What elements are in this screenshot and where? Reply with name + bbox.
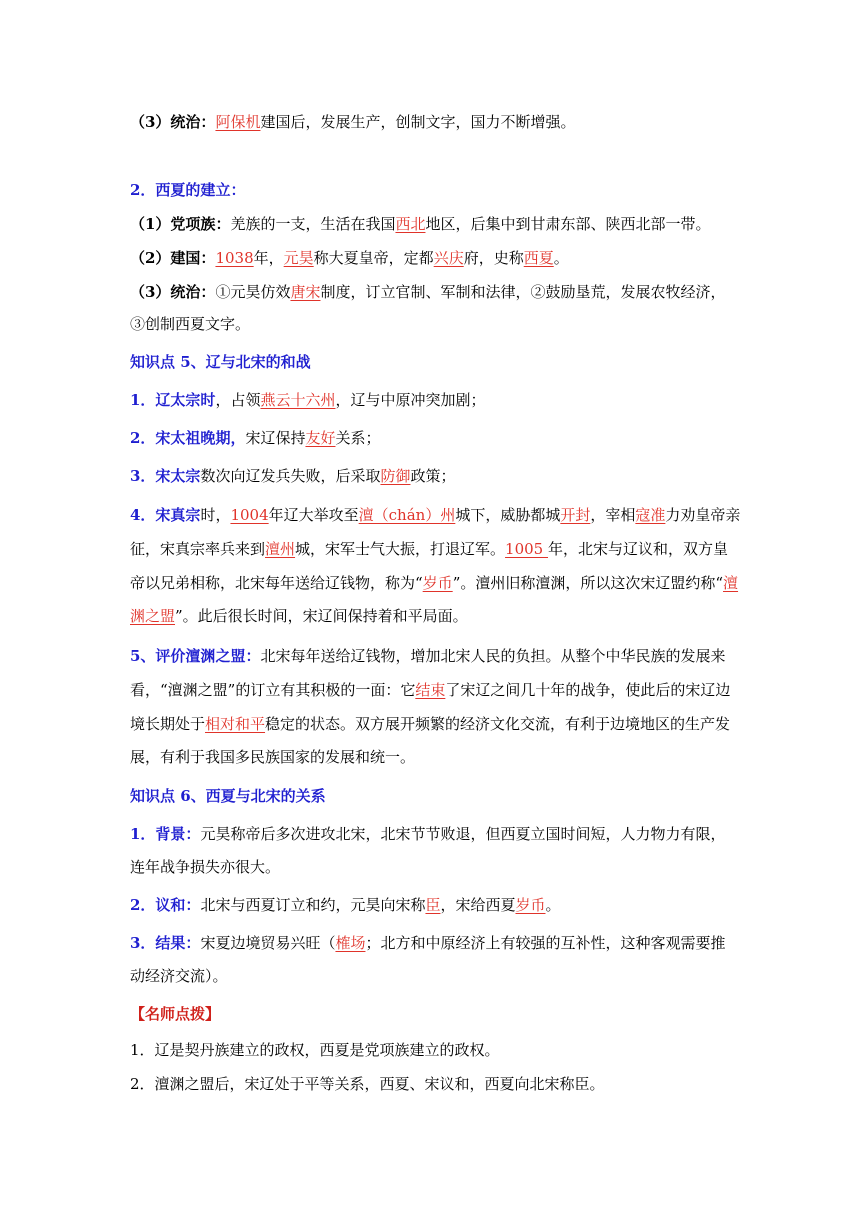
answer-blank: 1038 (215, 249, 254, 267)
answer-blank: 榷场 (335, 934, 366, 952)
k5-item-5-line-1: 5、评价澶渊之盟：北宋每年送给辽钱物，增加北宋人民的负担。从整个中华民族的发展来 (130, 647, 726, 665)
founding-line: （2）建国：1038年，元昊称大夏皇帝，定都兴庆府，史称西夏。 (130, 249, 569, 267)
teacher-tips-title: 【名师点拨】 (130, 1005, 221, 1023)
answer-blank: 相对和平 (205, 715, 266, 733)
answer-blank: 西夏 (523, 249, 554, 267)
answer-blank: 阿保机 (215, 113, 261, 131)
answer-blank: 岁币 (422, 574, 453, 592)
knowledge-point-6-title: 知识点 6、西夏与北宋的关系 (130, 787, 326, 805)
answer-blank: 澶 (723, 574, 739, 592)
xixia-governance-line: （3）统治：①元昊仿效唐宋制度，订立官制、军制和法律，②鼓励垦荒，发展农牧经济， (130, 283, 726, 301)
answer-blank: 燕云十六州 (260, 391, 336, 409)
answer-blank: 开封 (560, 506, 591, 524)
liao-governance-line: （3）统治：阿保机建国后，发展生产，创制文字，国力不断增强。 (130, 113, 576, 131)
k5-item-4-line-1: 4．宋真宗时，1004年辽大举攻至澶（chán）州城下，威胁都城开封，宰相寇准力劝皇帝亲 (130, 506, 741, 524)
k6-item-2: 2．议和：北宋与西夏订立和约，元昊向宋称臣，宋给西夏岁币。 (130, 896, 561, 914)
k5-item-5-line-4: 展，有利于我国多民族国家的发展和统一。 (130, 748, 416, 766)
k5-item-1: 1．辽太宗时，占领燕云十六州，辽与中原冲突加剧； (130, 391, 486, 409)
answer-blank: 渊之盟 (130, 607, 176, 625)
teacher-tip-1: 1．辽是契丹族建立的政权，西夏是党项族建立的政权。 (130, 1041, 500, 1059)
answer-blank: 岁币 (515, 896, 546, 914)
teacher-tip-2: 2．澶渊之盟后，宋辽处于平等关系，西夏、宋议和，西夏向北宋称臣。 (130, 1075, 605, 1093)
xixia-governance-line-2: ③创制西夏文字。 (130, 315, 251, 333)
k5-item-4-line-4: 渊之盟”。此后很长时间，宋辽间保持着和平局面。 (130, 607, 468, 625)
answer-blank: 澶（chán）州 (358, 506, 456, 524)
knowledge-point-5-title: 知识点 5、辽与北宋的和战 (130, 353, 311, 371)
answer-blank: 防御 (380, 467, 411, 485)
answer-blank: 澶州 (265, 540, 296, 558)
answer-blank: 西北 (395, 215, 426, 233)
answer-blank: 1005 (505, 540, 548, 558)
k5-item-3: 3．宋太宗数次向辽发兵失败，后采取防御政策； (130, 467, 456, 485)
k6-item-1-line-1: 1．背景：元昊称帝后多次进攻北宋，北宋节节败退，但西夏立国时间短，人力物力有限， (130, 825, 726, 843)
answer-blank: 臣 (425, 896, 441, 914)
k5-item-4-line-2: 征，宋真宗率兵来到澶州城，宋军士气大振，打退辽军。1005 年，北宋与辽议和，双方皇 (130, 540, 729, 558)
k5-item-4-line-3: 帝以兄弟相称，北宋每年送给辽钱物，称为“岁币”。澶州旧称澶渊，所以这次宋辽盟约称“澶 (130, 574, 739, 592)
answer-blank: 元昊 (283, 249, 314, 267)
k6-item-3-line-1: 3．结果：宋夏边境贸易兴旺（榷场；北方和中原经济上有较强的互补性，这种客观需要推 (130, 934, 726, 952)
answer-blank: 1004 (230, 506, 269, 524)
xixia-heading: 2．西夏的建立： (130, 181, 246, 199)
answer-blank: 寇准 (635, 506, 666, 524)
answer-blank: 友好 (305, 429, 336, 447)
k5-item-2: 2．宋太祖晚期，宋辽保持友好关系； (130, 429, 381, 447)
dangxiang-line: （1）党项族：羌族的一支，生活在我国西北地区，后集中到甘肃东部、陕西北部一带。 (130, 215, 711, 233)
answer-blank: 兴庆 (433, 249, 464, 267)
k6-item-1-line-2: 连年战争损失亦很大。 (130, 858, 281, 876)
k6-item-3-line-2: 动经济交流）。 (130, 967, 228, 985)
answer-blank: 唐宋 (290, 283, 321, 301)
k5-item-5-line-3: 境长期处于相对和平稳定的状态。双方展开频繁的经济文化交流，有利于边境地区的生产发 (130, 715, 731, 733)
answer-blank: 结束 (415, 681, 446, 699)
k5-item-5-line-2: 看，“澶渊之盟”的订立有其积极的一面：它结束了宋辽之间几十年的战争，使此后的宋辽边 (130, 681, 731, 699)
